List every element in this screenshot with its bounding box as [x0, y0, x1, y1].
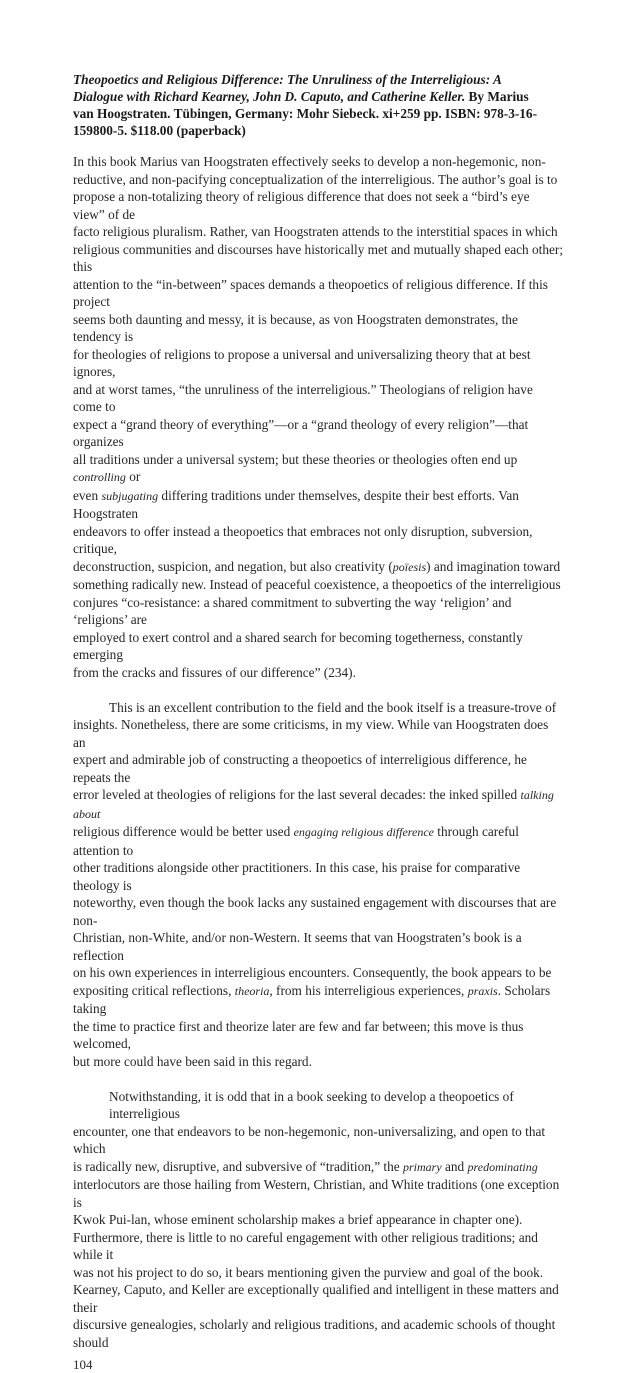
text-run: endeavors to offer instead a theopoetics that embraces not only disruption, subversion, critique,	[73, 523, 533, 556]
text-run: conjures “co-resistance: a shared commitment to subverting the way ‘religion’ and ‘religions’ are	[73, 594, 512, 627]
text-run: employed to exert control and a shared search for becoming togetherness, constantly emerging	[73, 629, 523, 662]
text-line	[73, 1158, 563, 1177]
text-run: religious difference would be better used	[73, 824, 294, 839]
text-run: Notwithstanding, it is odd that in a book seeking to develop a theopoetics of interreligious	[109, 1088, 514, 1121]
heading-line: 159800-5. $118.00 (paperback)	[73, 123, 246, 138]
text-line	[73, 381, 563, 416]
emphasis-text: subjugating	[101, 488, 159, 503]
text-run: and at worst tames, “the unruliness of the interreligious.” Theologians of religion have come to	[73, 381, 533, 414]
text-run: for theologies of religions to propose a universal and universalizing theory that at best ignores,	[73, 346, 531, 379]
text-run: noteworthy, even though the book lacks any sustained engagement with discourses that are non-	[73, 895, 557, 928]
text-line	[73, 716, 563, 751]
emphasis-text: predominating	[467, 1159, 538, 1174]
text-run: error leveled at theologies of religions for the last several decades: the inked spilled	[73, 787, 521, 802]
text-run: was not his project to do so, it bears mentioning given the purview and goal of the book.	[73, 1264, 544, 1280]
text-line	[73, 416, 563, 451]
text-line	[73, 311, 563, 346]
text-run: facto religious pluralism. Rather, van Hoogstraten attends to the interstitial spaces in which	[73, 224, 558, 239]
text-run: interlocutors are those hailing from Western, Christian, and White traditions (one exception is	[73, 1177, 560, 1210]
text-line	[73, 823, 563, 859]
text-line	[73, 751, 563, 786]
text-run: Kwok Pui-lan, whose eminent scholarship makes a brief appearance in chapter one).	[73, 1212, 523, 1227]
text-line	[73, 276, 563, 311]
text-run: even	[73, 487, 102, 503]
text-line	[73, 241, 563, 276]
text-line	[73, 929, 563, 964]
text-run: religious communities and discourses have historically met and mutually shaped each other; this	[73, 241, 564, 274]
text-run: ) and imagination toward	[426, 558, 561, 574]
text-line	[73, 487, 563, 523]
text-run: , from his interreligious experiences,	[269, 982, 468, 998]
text-line	[73, 1176, 563, 1211]
emphasis-text: talking about	[73, 788, 554, 821]
text-line	[73, 451, 563, 487]
text-line	[73, 223, 563, 241]
text-run: through careful attention to	[73, 824, 519, 858]
heading-line	[73, 71, 563, 88]
text-run: and	[441, 1158, 468, 1174]
text-run: reductive, and non-pacifying conceptualization of the interreligious. The author’s goal is to	[73, 171, 558, 187]
review-heading	[73, 71, 563, 139]
text-run: deconstruction, suspicion, and negation, but also creativity (	[73, 558, 393, 574]
text-run: the time to practice first and theorize later are few and far between; this move is thus welcomed,	[73, 1018, 524, 1051]
text-line	[73, 1053, 563, 1071]
text-run: all traditions under a universal system; but these theories or theologies often end up	[73, 451, 518, 467]
text-line	[73, 1123, 563, 1158]
text-line	[73, 346, 563, 381]
text-line	[73, 664, 563, 682]
text-run: attention to the “in-between” spaces demands a theopoetics of religious difference. If this project	[73, 276, 548, 309]
text-line	[73, 558, 563, 577]
heading-line	[73, 88, 563, 105]
text-line	[73, 1281, 563, 1316]
text-run: but more could have been said in this regard.	[73, 1053, 312, 1069]
text-run: Kearney, Caputo, and Keller are exceptionally qualified and intelligent in these matters and their	[73, 1282, 559, 1315]
text-run: This is an excellent contribution to the field and the book itself is a treasure-trove of	[109, 699, 557, 715]
text-line	[73, 1018, 563, 1053]
text-run: encounter, one that endeavors to be non-hegemonic, non-universalizing, and open to that which	[73, 1123, 546, 1156]
emphasis-text: theoria	[234, 983, 270, 998]
text-line	[73, 894, 563, 929]
heading-line: van Hoogstraten. Tübingen, Germany: Mohr Siebeck. xi+259 pp. ISBN: 978-3-16-	[73, 106, 538, 121]
page-number: 104	[73, 1357, 93, 1372]
text-line	[73, 1211, 563, 1229]
text-line	[73, 153, 563, 171]
text-run: seems both daunting and messy, it is because, as von Hoogstraten demonstrates, the tendency is	[73, 311, 518, 344]
text-line	[73, 964, 563, 982]
text-line	[73, 699, 563, 717]
text-line	[73, 594, 563, 629]
text-line	[73, 1316, 563, 1351]
text-line	[73, 523, 563, 558]
text-run: expert and admirable job of constructing a theopoetics of interreligious difference, he repeats the	[73, 752, 527, 785]
text-line	[73, 188, 563, 223]
text-run: expect a “grand theory of everything”—or a “grand theology of every religion”—that organizes	[73, 416, 529, 449]
paragraph	[73, 1088, 563, 1352]
book-title: Theopoetics and Religious Difference: The Unruliness of the Interreligious: A	[73, 72, 502, 87]
text-run: from the cracks and fissures of our difference” (234).	[73, 664, 356, 680]
text-run: insights. Nonetheless, there are some criticisms, in my view. While van Hoogstraten does an	[73, 717, 549, 750]
review-body	[73, 153, 563, 1351]
text-run: other traditions alongside other practitioners. In this case, his praise for comparative theology is	[73, 860, 521, 893]
text-run: is radically new, disruptive, and subversive of “tradition,” the	[73, 1158, 403, 1174]
text-run: something radically new. Instead of peaceful coexistence, a theopoetics of the interreligious	[73, 577, 561, 592]
emphasis-text: engaging religious difference	[293, 825, 434, 839]
text-run: discursive genealogies, scholarly and religious traditions, and academic schools of thought should	[73, 1317, 556, 1350]
text-line	[73, 1088, 563, 1123]
text-run: Furthermore, there is little to no careful engagement with other religious traditions; and while it	[73, 1229, 538, 1262]
emphasis-text: primary	[403, 1159, 442, 1174]
book-title: Dialogue with Richard Kearney, John D. Caputo, and Catherine Keller.	[73, 89, 466, 104]
text-line	[73, 982, 563, 1018]
text-line	[73, 786, 563, 823]
text-line	[73, 859, 563, 894]
text-line	[73, 1264, 563, 1282]
text-run: on his own experiences in interreligious encounters. Consequently, the book appears to be	[73, 965, 552, 980]
text-line	[73, 1229, 563, 1264]
emphasis-text: controlling	[73, 470, 126, 484]
emphasis-text: praxis	[467, 983, 498, 998]
text-run: Christian, non-White, and/or non-Western. It seems that van Hoogstraten’s book is a reflection	[73, 930, 522, 963]
text-run: propose a non-totalizing theory of religious difference that does not seek a “bird’s eye view” of de	[73, 189, 530, 222]
text-line	[73, 629, 563, 664]
text-line	[73, 576, 563, 594]
text-run: . Scholars taking	[73, 982, 551, 1016]
text-run: differing traditions under themselves, despite their best efforts. Van Hoogstraten	[73, 487, 519, 521]
text-line	[73, 171, 563, 189]
paragraph	[73, 699, 563, 1071]
byline: By Marius	[465, 89, 529, 104]
emphasis-text: poïesis	[392, 559, 427, 574]
text-run: expositing critical reflections,	[73, 982, 235, 998]
paragraph	[73, 153, 563, 681]
text-run: In this book Marius van Hoogstraten effectively seeks to develop a non-hegemonic, non-	[73, 154, 546, 169]
text-run: or	[125, 469, 141, 484]
